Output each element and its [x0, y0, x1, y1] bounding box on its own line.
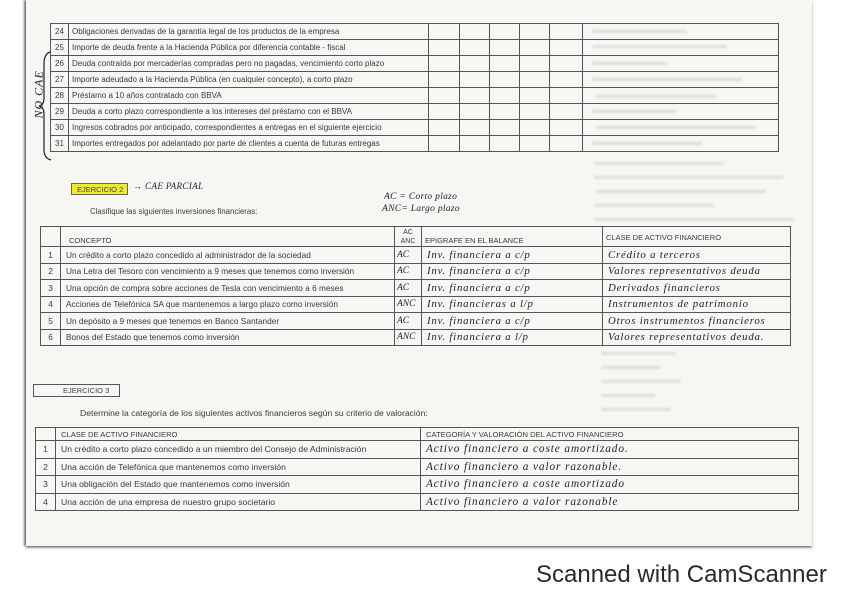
investments-classification-table [40, 226, 791, 346]
handwritten-term-answer: AC [395, 313, 422, 330]
row-number: 1 [41, 247, 61, 264]
blank-answer-cell [520, 136, 550, 152]
table-row [36, 441, 799, 459]
handwritten-clase-answer: Instrumentos de patrimonio [603, 296, 791, 313]
blank-answer-cell [490, 72, 520, 88]
blank-answer-cell [460, 104, 490, 120]
blank-answer-cell [583, 56, 779, 72]
table-row [36, 476, 799, 494]
blank-answer-cell [550, 104, 583, 120]
blank-answer-cell [520, 72, 550, 88]
blank-answer-cell [583, 104, 779, 120]
blank-answer-cell [429, 24, 460, 40]
handwritten-term-answer: ANC [395, 296, 422, 313]
blank-answer-cell [429, 120, 460, 136]
row-clase-activo: Una acción de Telefónica que mantenemos como inversión [56, 458, 421, 476]
scanned-page [26, 0, 812, 546]
exercise-3-label: EJERCICIO 3 [33, 384, 120, 397]
row-number: 2 [36, 458, 56, 476]
blank-answer-cell [429, 56, 460, 72]
handwritten-cae-parcial-note: → CAE PARCIAL [133, 181, 204, 191]
handwritten-epigrafe-answer: Inv. financiera a c/p [422, 247, 603, 264]
table-row [41, 247, 791, 264]
blank-answer-cell [429, 136, 460, 152]
handwritten-clase-answer: Otros instrumentos financieros [603, 313, 791, 330]
row-description: Importe adeudado a la Hacienda Pública (en cualquier concepto), a corto plazo [69, 72, 429, 88]
handwritten-epigrafe-answer: Inv. financiera a c/p [422, 263, 603, 280]
handwritten-categoria-answer: Activo financiero a coste amortizado. [421, 441, 799, 459]
row-number: 25 [51, 40, 69, 56]
row-concept: Una Letra del Tesoro con vencimiento a 9 meses que tenemos como inversión [61, 263, 395, 280]
blank-answer-cell [583, 88, 779, 104]
row-description: Deuda contraída por mercaderías compradas pero no pagadas, vencimiento corto plazo [69, 56, 429, 72]
row-description: Préstamo a 10 años contratado con BBVA [69, 88, 429, 104]
handwritten-term-answer: ANC [395, 329, 422, 346]
blank-answer-cell [490, 120, 520, 136]
bleed-through-mark [601, 352, 676, 355]
blank-answer-cell [429, 40, 460, 56]
blank-answer-cell [550, 72, 583, 88]
table-row [41, 329, 791, 346]
handwritten-categoria-answer: Activo financiero a coste amortizado [421, 476, 799, 494]
table-row [51, 24, 779, 40]
row-number: 4 [41, 296, 61, 313]
handwritten-legend-anc: ANC= Largo plazo [382, 204, 460, 214]
row-number: 26 [51, 56, 69, 72]
table-row [51, 88, 779, 104]
header-number [41, 227, 61, 247]
bleed-through-mark [601, 380, 681, 383]
blank-answer-cell [490, 104, 520, 120]
blank-answer-cell [550, 88, 583, 104]
blank-answer-cell [520, 40, 550, 56]
blank-answer-cell [460, 136, 490, 152]
bleed-through-mark [601, 408, 671, 411]
blank-answer-cell [460, 24, 490, 40]
header-clase-activo: CLASE DE ACTIVO FINANCIERO [56, 428, 421, 441]
table-row [51, 104, 779, 120]
row-number: 29 [51, 104, 69, 120]
header-epigrafe: EPIGRAFE EN EL BALANCE [422, 227, 603, 247]
blank-answer-cell [460, 72, 490, 88]
handwritten-epigrafe-answer: Inv. financieras a l/p [422, 296, 603, 313]
row-concept: Bonos del Estado que tenemos como inversión [61, 329, 395, 346]
camscanner-watermark: Scanned with CamScanner [536, 561, 827, 588]
row-clase-activo: Una acción de una empresa de nuestro grupo societario [56, 493, 421, 511]
blank-answer-cell [583, 40, 779, 56]
blank-answer-cell [550, 56, 583, 72]
row-number: 1 [36, 441, 56, 459]
bleed-through-mark [594, 218, 794, 221]
table-row [51, 136, 779, 152]
row-description: Importes entregados por adelantado por parte de clientes a cuenta de futuras entregas [69, 136, 429, 152]
bleed-through-mark [594, 204, 714, 207]
blank-answer-cell [583, 24, 779, 40]
blank-answer-cell [550, 40, 583, 56]
header-row [36, 428, 799, 441]
blank-answer-cell [429, 72, 460, 88]
blank-answer-cell [550, 120, 583, 136]
row-clase-activo: Un crédito a corto plazo concedido a un miembro del Consejo de Administración [56, 441, 421, 459]
blank-answer-cell [550, 136, 583, 152]
row-number: 4 [36, 493, 56, 511]
table-row [41, 296, 791, 313]
row-clase-activo: Una obligación del Estado que mantenemos como inversión [56, 476, 421, 494]
handwritten-categoria-answer: Activo financiero a valor razonable [421, 493, 799, 511]
header-clase-activo: CLASE DE ACTIVO FINANCIERO [603, 227, 791, 247]
bleed-through-mark [594, 176, 784, 179]
row-number: 31 [51, 136, 69, 152]
exercise-3-instruction: Determine la categoría de los siguientes activos financieros según su criterio de valoración: [80, 408, 428, 418]
table-row [51, 120, 779, 136]
handwritten-no-cae-note: NO CAE [31, 70, 46, 119]
blank-answer-cell [520, 24, 550, 40]
blank-answer-cell [583, 120, 779, 136]
header-ac: AC [403, 229, 413, 236]
investments-table-body [41, 247, 791, 346]
table-row [36, 458, 799, 476]
liabilities-table [50, 23, 779, 152]
blank-answer-cell [490, 56, 520, 72]
row-concept: Un crédito a corto plazo concedido al administrador de la sociedad [61, 247, 395, 264]
table-row [36, 493, 799, 511]
table-row [41, 280, 791, 297]
bleed-through-mark [601, 366, 661, 369]
blank-answer-cell [460, 120, 490, 136]
row-number: 28 [51, 88, 69, 104]
blank-answer-cell [460, 40, 490, 56]
row-concept: Un depósito a 9 meses que tenemos en Banco Santander [61, 313, 395, 330]
bleed-through-mark [594, 162, 724, 165]
handwritten-term-answer: AC [395, 280, 422, 297]
blank-answer-cell [490, 88, 520, 104]
blank-answer-cell [490, 24, 520, 40]
blank-answer-cell [583, 72, 779, 88]
handwritten-clase-answer: Valores representativos deuda. [603, 329, 791, 346]
row-number: 27 [51, 72, 69, 88]
header-number [36, 428, 56, 441]
valuation-category-table [35, 427, 799, 511]
row-description: Obligaciones derivadas de la garantía legal de los productos de la empresa [69, 24, 429, 40]
row-number: 5 [41, 313, 61, 330]
handwritten-epigrafe-answer: Inv. financiera a c/p [422, 313, 603, 330]
bleed-through-mark [596, 190, 766, 193]
handwritten-clase-answer: Valores representativos deuda [603, 263, 791, 280]
blank-answer-cell [520, 56, 550, 72]
row-concept: Una opción de compra sobre acciones de Tesla con vencimiento a 6 meses [61, 280, 395, 297]
blank-answer-cell [520, 88, 550, 104]
handwritten-clase-answer: Derivados financieros [603, 280, 791, 297]
row-description: Deuda a corto plazo correspondiente a los intereses del préstamo con el BBVA [69, 104, 429, 120]
handwritten-term-answer: AC [395, 263, 422, 280]
exercise-2-instruction: Clasifique las siguientes inversiones financieras: [90, 207, 258, 216]
table-row [51, 56, 779, 72]
header-categoria-valoracion: CATEGORÍA Y VALORACIÓN DEL ACTIVO FINANCIERO [421, 428, 799, 441]
blank-answer-cell [460, 56, 490, 72]
row-description: Importe de deuda frente a la Hacienda Pública por diferencia contable - fiscal [69, 40, 429, 56]
header-row [41, 227, 791, 247]
blank-answer-cell [583, 136, 779, 152]
blank-answer-cell [520, 120, 550, 136]
header-ac-anc [395, 227, 422, 247]
blank-answer-cell [429, 104, 460, 120]
table-header [41, 227, 791, 247]
blank-answer-cell [460, 88, 490, 104]
row-concept: Acciones de Telefónica SA que mantenemos a largo plazo como inversión [61, 296, 395, 313]
blank-answer-cell [490, 136, 520, 152]
row-number: 3 [36, 476, 56, 494]
row-number: 24 [51, 24, 69, 40]
table-header [36, 428, 799, 441]
exercise-2-label: EJERCICIO 2 [71, 183, 128, 195]
table-row [51, 40, 779, 56]
table-row [51, 72, 779, 88]
handwritten-legend-ac: AC = Corto plazo [384, 192, 458, 202]
header-anc: ANC [400, 237, 416, 245]
handwritten-clase-answer: Crédito a terceros [603, 247, 791, 264]
bleed-through-mark [601, 394, 656, 397]
blank-answer-cell [520, 104, 550, 120]
handwritten-term-answer: AC [395, 247, 422, 264]
table-row [41, 313, 791, 330]
row-number: 30 [51, 120, 69, 136]
blank-answer-cell [550, 24, 583, 40]
table-row [41, 263, 791, 280]
handwritten-epigrafe-answer: Inv. financiera a c/p [422, 280, 603, 297]
handwritten-categoria-answer: Activo financiero a valor razonable. [421, 458, 799, 476]
header-concepto: CONCEPTO [61, 227, 395, 247]
liabilities-table-body [51, 24, 779, 152]
row-number: 2 [41, 263, 61, 280]
valuation-table-body [36, 441, 799, 511]
handwritten-epigrafe-answer: Inv. financiera a l/p [422, 329, 603, 346]
blank-answer-cell [490, 40, 520, 56]
row-number: 3 [41, 280, 61, 297]
row-number: 6 [41, 329, 61, 346]
row-description: Ingresos cobrados por anticipado, correspondientes a entregas en el siguiente ejercicio [69, 120, 429, 136]
blank-answer-cell [429, 88, 460, 104]
